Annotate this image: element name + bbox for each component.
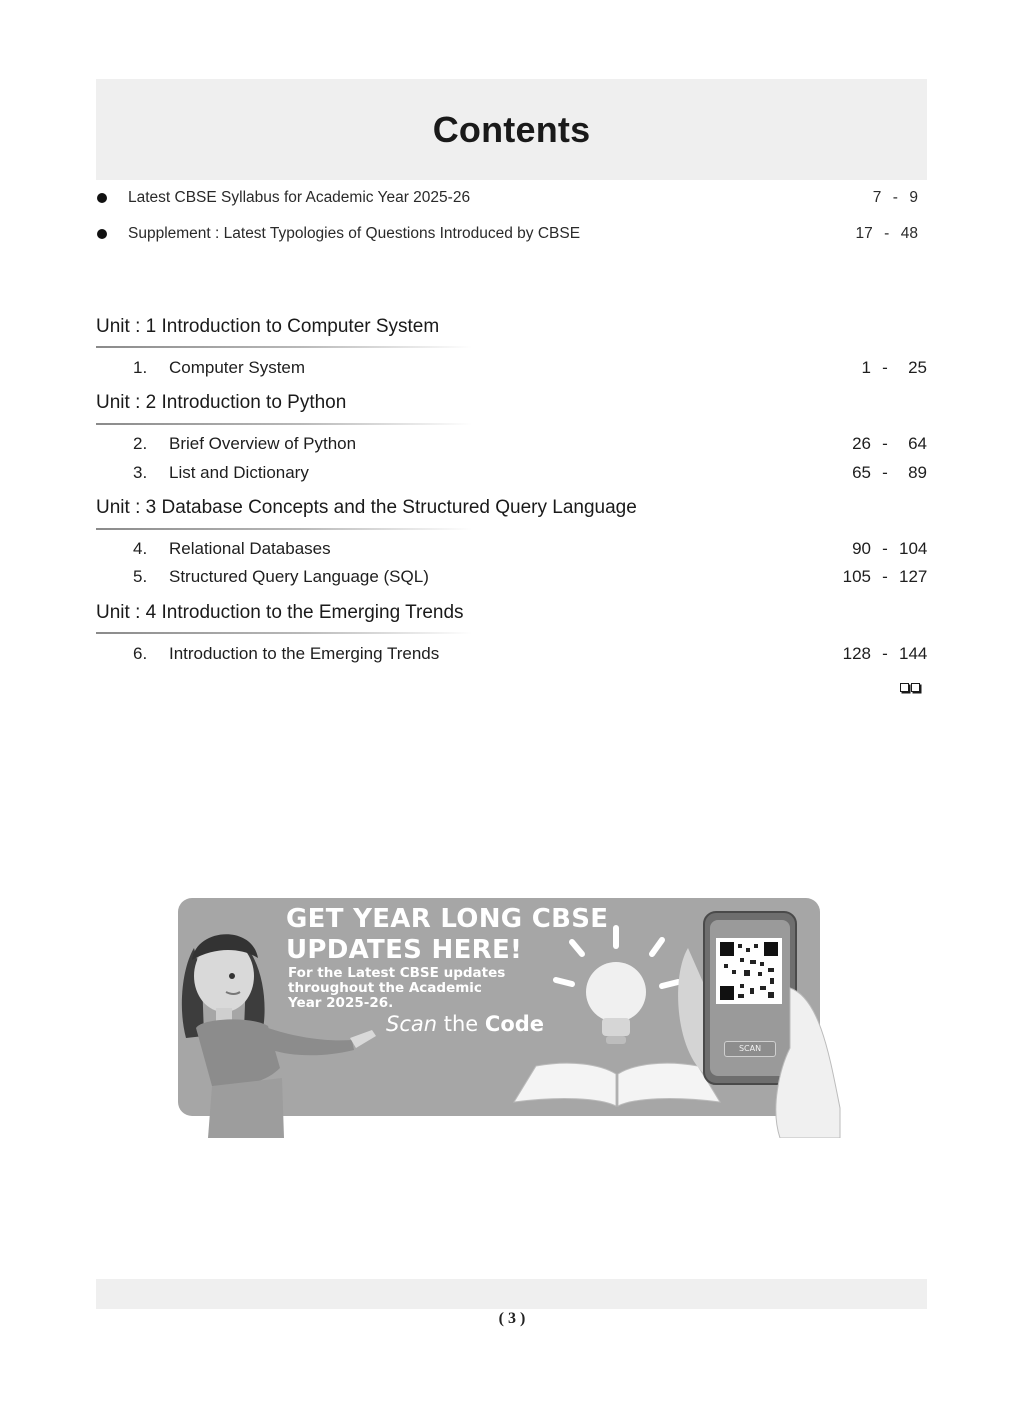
range-dash: - bbox=[882, 434, 888, 453]
page-range bbox=[852, 434, 927, 454]
chapter-number: 5. bbox=[133, 567, 148, 586]
page-from: 105 bbox=[842, 567, 871, 586]
chapter-entry[interactable] bbox=[133, 356, 927, 380]
chapter-entry[interactable] bbox=[133, 537, 927, 561]
banner-subtext-line: Year 2025-26. bbox=[288, 995, 394, 1011]
bullet-icon bbox=[97, 193, 107, 203]
chapter-number: 1. bbox=[133, 358, 148, 377]
page-from: 90 bbox=[852, 539, 871, 558]
chapter-entry[interactable] bbox=[133, 565, 927, 589]
unit-divider bbox=[96, 528, 472, 530]
square-icon bbox=[900, 683, 909, 692]
the-word: the bbox=[443, 1012, 479, 1036]
page-number: ( 3 ) bbox=[498, 1310, 526, 1327]
chapter-title: Structured Query Language (SQL) bbox=[169, 567, 429, 586]
scan-the-code-text bbox=[386, 1012, 544, 1036]
chapter-entry[interactable] bbox=[133, 642, 927, 666]
page-from: 128 bbox=[842, 644, 871, 663]
chapter-number: 4. bbox=[133, 539, 148, 558]
range-dash: - bbox=[892, 189, 898, 206]
page-range bbox=[852, 463, 927, 483]
banner-headline-line: GET YEAR LONG CBSE bbox=[286, 904, 609, 934]
page-from: 65 bbox=[852, 463, 871, 482]
banner-subtext bbox=[288, 966, 528, 1011]
chapter-title: Introduction to the Emerging Trends bbox=[169, 644, 440, 663]
front-matter-label: Latest CBSE Syllabus for Academic Year 2025-26 bbox=[128, 189, 471, 206]
scan-word: Scan bbox=[386, 1012, 438, 1036]
front-matter-label: Supplement : Latest Typologies of Questions Introduced by CBSE bbox=[128, 225, 581, 242]
page-range bbox=[873, 189, 918, 207]
title-band bbox=[96, 79, 927, 180]
unit-heading: Unit : 3 Database Concepts and the Structured Query Language bbox=[96, 497, 637, 518]
chapter-title: Computer System bbox=[169, 358, 306, 377]
chapter-entry[interactable] bbox=[133, 432, 927, 456]
scan-button[interactable]: SCAN bbox=[724, 1041, 776, 1057]
page-from: 1 bbox=[861, 358, 871, 377]
page-to: 64 bbox=[908, 434, 927, 453]
page-to: 25 bbox=[908, 358, 927, 377]
page-to: 127 bbox=[899, 567, 928, 586]
banner-subtext-line: throughout the Academic bbox=[288, 980, 482, 996]
unit-heading: Unit : 1 Introduction to Computer System bbox=[96, 316, 440, 337]
chapter-title: List and Dictionary bbox=[169, 463, 309, 482]
square-icon bbox=[911, 683, 920, 692]
unit-divider bbox=[96, 632, 472, 634]
page-from: 17 bbox=[855, 225, 873, 242]
unit-heading: Unit : 2 Introduction to Python bbox=[96, 392, 347, 413]
chapter-title: Relational Databases bbox=[169, 539, 331, 558]
footer-band bbox=[96, 1279, 927, 1309]
unit-divider bbox=[96, 346, 472, 348]
chapter-number: 3. bbox=[133, 463, 148, 482]
range-dash: - bbox=[882, 644, 888, 663]
page-to: 89 bbox=[908, 463, 927, 482]
page-range bbox=[843, 567, 927, 587]
page-from: 7 bbox=[872, 189, 882, 206]
end-of-section-icon bbox=[900, 683, 920, 692]
chapter-entry[interactable] bbox=[133, 461, 927, 485]
page-to: 144 bbox=[899, 644, 928, 663]
page-range bbox=[862, 358, 927, 378]
phone-qr-code-icon bbox=[670, 908, 844, 1138]
range-dash: - bbox=[882, 358, 888, 377]
page-to: 48 bbox=[900, 225, 918, 242]
page-range bbox=[856, 225, 919, 243]
code-word: Code bbox=[484, 1012, 545, 1036]
bullet-icon bbox=[97, 229, 107, 239]
page-to: 9 bbox=[909, 189, 918, 206]
page-range bbox=[852, 539, 927, 559]
page-title: Contents bbox=[432, 108, 591, 150]
range-dash: - bbox=[882, 567, 888, 586]
front-matter-item[interactable] bbox=[96, 186, 918, 210]
unit-heading: Unit : 4 Introduction to the Emerging Trends bbox=[96, 602, 464, 623]
cbse-updates-banner[interactable] bbox=[172, 896, 844, 1138]
page-from: 26 bbox=[852, 434, 871, 453]
chapter-title: Brief Overview of Python bbox=[169, 434, 357, 453]
chapter-number: 2. bbox=[133, 434, 148, 453]
banner-subtext-line: For the Latest CBSE updates bbox=[288, 965, 506, 981]
range-dash: - bbox=[882, 463, 888, 482]
range-dash: - bbox=[882, 539, 888, 558]
unit-divider bbox=[96, 423, 472, 425]
chapter-number: 6. bbox=[133, 644, 148, 663]
page-to: 104 bbox=[899, 539, 928, 558]
front-matter-item[interactable] bbox=[96, 222, 918, 246]
banner-headline-line: UPDATES HERE! bbox=[286, 935, 523, 965]
range-dash: - bbox=[884, 225, 890, 242]
page-range bbox=[843, 644, 927, 664]
